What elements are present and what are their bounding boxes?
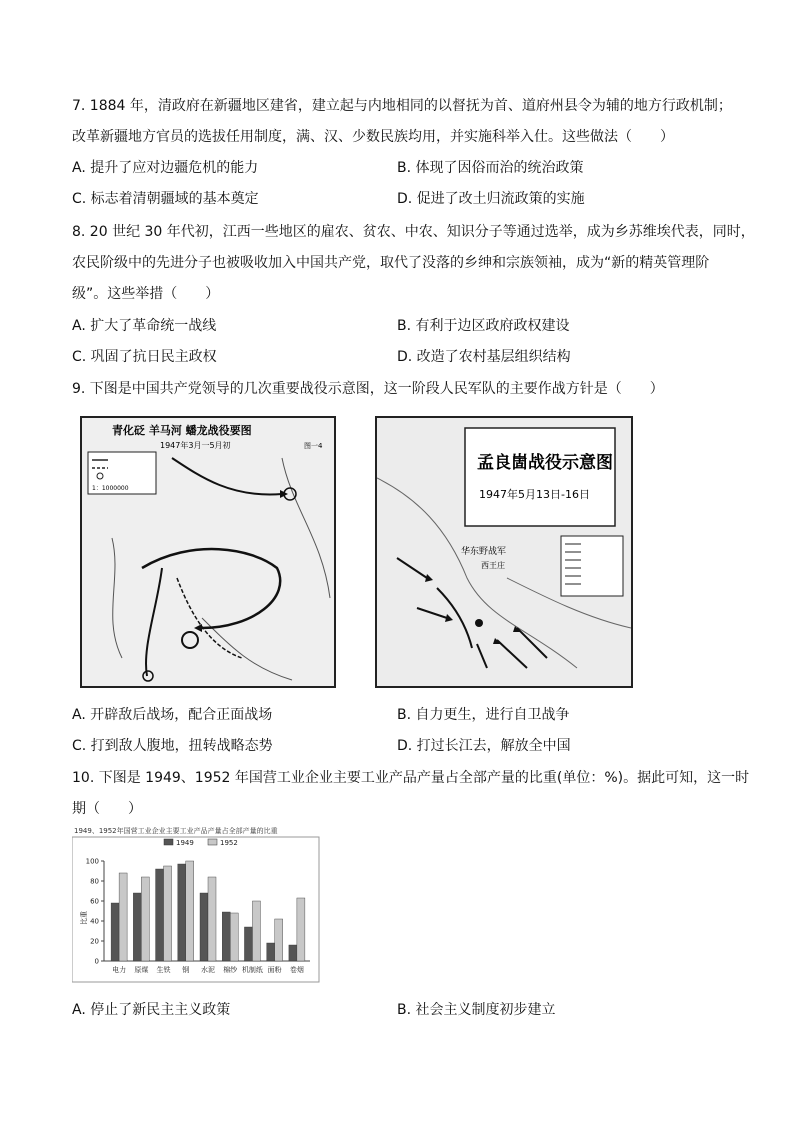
battle-map-qinghuabian [80,416,336,688]
bar-chart-svg [72,825,320,983]
chart-x-tick-label: 钢 [182,966,190,974]
map2-legend-box [561,536,623,596]
chart-bar-1952-1 [141,877,149,961]
q8-option-a[interactable]: A. 扩大了革命统一战线 [72,318,217,334]
chart-bar-1949-2 [156,869,164,961]
chart-bar-1952-7 [275,919,283,961]
chart-x-tick-label: 水泥 [201,966,215,974]
chart-x-tick-label: 电力 [112,966,127,974]
q9-option-b[interactable]: B. 自力更生，进行自卫战争 [397,707,570,723]
q10-stem-line1: 10. 下图是 1949、1952 年国营工业企业主要工业产品产量占全部产量的比重(单位：%)。据此可知，这一时 [72,770,750,786]
q8-stem-line1: 8. 20 世纪 30 年代初，江西一些地区的雇农、贫农、中农、知识分子等通过选举，成为乡苏维埃代表，同时， [72,224,755,240]
q8-stem-line2: 农民阶级中的先进分子也被吸收加入中国共产党，取代了没落的乡绅和宗族领袖，成为“新的精英管理阶 [72,255,710,271]
map1-title: 青化砭 羊马河 蟠龙战役要图 [112,424,252,437]
chart-y-tick-label: 40 [90,917,99,926]
map2-label-place: 西王庄 [481,561,505,570]
chart-legend-swatch-1949 [164,839,173,845]
chart-y-tick-label: 20 [90,937,99,946]
chart-legend-label-1952: 1952 [220,839,238,847]
q8-option-c[interactable]: C. 巩固了抗日民主政权 [72,349,217,365]
chart-bar-1949-7 [267,943,275,961]
map2-subtitle: 1947年5月13日-16日 [479,488,590,501]
chart-legend-swatch-1952 [208,839,217,845]
chart-x-tick-label: 生铁 [156,966,171,974]
chart-title: 1949、1952年国营工业企业主要工业产品产量占全部产量的比重 [74,827,278,835]
chart-bar-1952-3 [186,861,194,961]
chart-x-tick-label: 棉纱 [223,966,238,974]
q8-option-b[interactable]: B. 有利于边区政府政权建设 [397,318,570,334]
chart-bar-1949-5 [222,912,230,961]
chart-y-tick-label: 60 [90,897,99,906]
chart-bar-1952-0 [119,873,127,961]
chart-ylabel: 比重 [80,911,88,925]
battle-map-menglianggu-drawing [377,418,631,686]
map2-target [475,619,483,627]
chart-y-tick-label: 100 [85,857,99,866]
q7-stem-line2: 改革新疆地方官员的选拔任用制度，满、汉、少数民族均用，并实施科举入仕。这些做法（ ） [72,129,674,145]
chart-x-tick-label: 机制纸 [241,966,263,974]
chart-bar-1952-5 [230,913,238,961]
q10-stem-line2: 期（ ） [72,801,142,817]
map2-label-army: 华东野战军 [461,547,507,557]
q9-option-c[interactable]: C. 打到敌人腹地，扭转战略态势 [72,738,273,754]
map2-title: 孟良崮战役示意图 [477,453,613,473]
q7-option-c[interactable]: C. 标志着清朝疆域的基本奠定 [72,191,259,207]
q9-stem: 9. 下图是中国共产党领导的几次重要战役示意图，这一阶段人民军队的主要作战方针是（ ） [72,381,664,397]
chart-x-tick-label: 原煤 [134,966,149,974]
chart-x-tick-label: 面粉 [267,966,282,974]
chart-bar-1952-4 [208,877,216,961]
q7-option-d[interactable]: D. 促进了改土归流政策的实施 [397,191,585,207]
chart-bar-1952-6 [252,901,260,961]
q10-option-b[interactable]: B. 社会主义制度初步建立 [397,1002,556,1018]
q10-option-a[interactable]: A. 停止了新民主主义政策 [72,1002,231,1018]
map2-title-box [465,428,615,526]
q8-stem-line3: 级”。这些举措（ ） [72,286,220,302]
q9-option-d[interactable]: D. 打过长江去，解放全中国 [397,738,571,754]
q7-option-b[interactable]: B. 体现了因俗而治的统治政策 [397,160,584,176]
map1-scale: 1：1000000 [92,485,129,492]
chart-legend-label-1949: 1949 [176,839,194,847]
chart-bar-1949-6 [244,927,252,961]
q8-option-d[interactable]: D. 改造了农村基层组织结构 [397,349,571,365]
q7-option-a[interactable]: A. 提升了应对边疆危机的能力 [72,160,259,176]
chart-y-tick-label: 80 [90,877,99,886]
chart-bar-1952-8 [297,898,305,961]
chart-bar-1949-8 [289,945,297,961]
chart-bar-1949-1 [133,893,141,961]
chart-bar-1949-4 [200,893,208,961]
bar-chart [72,825,320,983]
map1-tag: 图一4 [304,442,323,450]
q9-option-a[interactable]: A. 开辟敌后战场，配合正面战场 [72,707,273,723]
q7-stem-line1: 7. 1884 年，清政府在新疆地区建省，建立起与内地相同的以督抚为首、道府州县令为辅的地方行政机制； [72,98,732,114]
map1-subtitle: 1947年3月一5月初 [160,441,231,450]
chart-bar-1949-3 [178,864,186,961]
chart-bar-1949-0 [111,903,119,961]
chart-x-tick-label: 卷烟 [289,966,304,974]
battle-map-menglianggu [375,416,633,688]
chart-y-tick-label: 0 [94,957,99,966]
battle-map-qinghuabian-drawing [82,418,334,686]
chart-bar-1952-2 [164,866,172,961]
